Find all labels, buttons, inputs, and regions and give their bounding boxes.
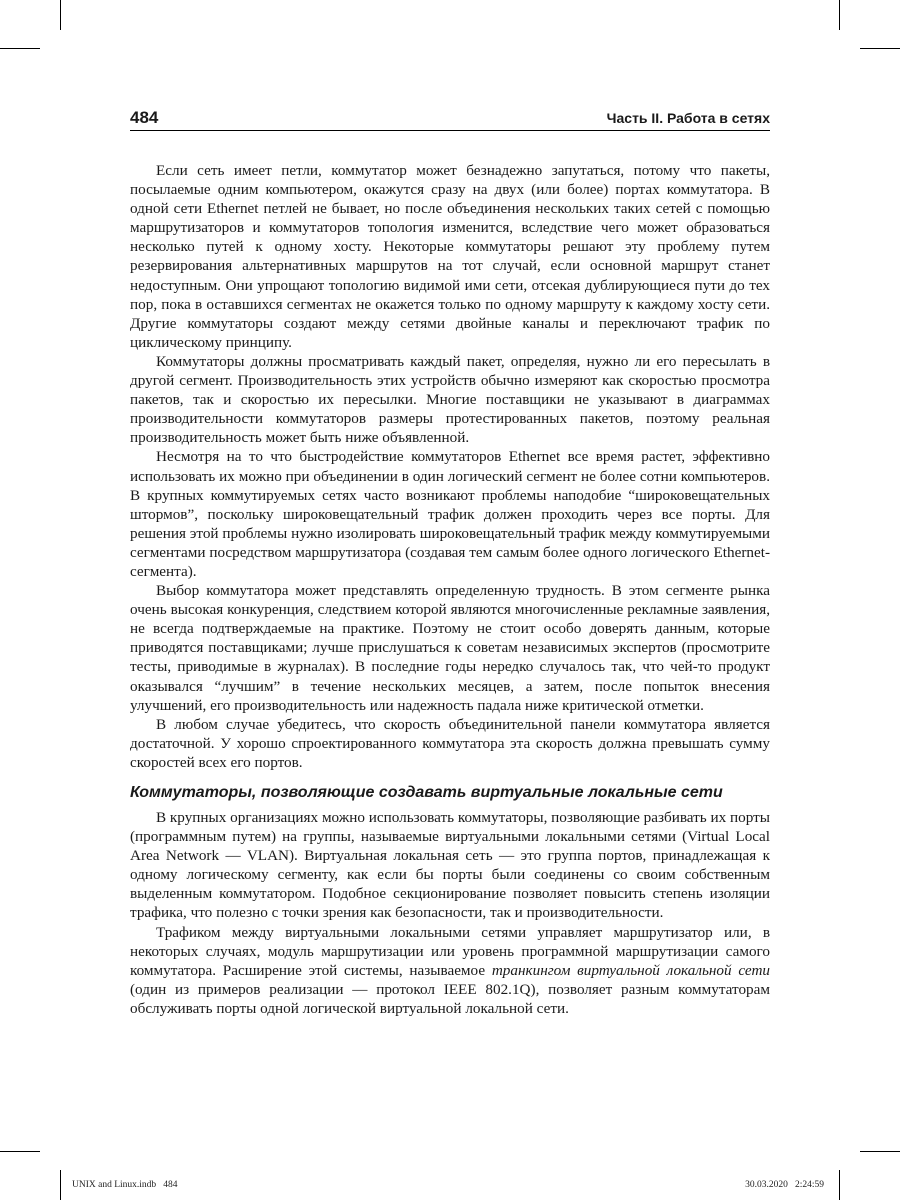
paragraph: В крупных организациях можно использовать коммутаторы, позволяющие разбивать их порты (программным путем) на группы, называемые виртуальными локальными сетями (Virtual Local Area Network — VLAN). Виртуальная локальная сеть — это группа портов, принадлежащая к одному логическому сегменту, как если бы порты были соединены со своим собственным выделенным коммутатором. Подобное секционирование позволяет повысить степень изоляции трафика, что полезно с точки зрения как безопасности, так и производительности. (130, 809, 770, 922)
paragraph-text: Трафиком между виртуальными локальными сетями управляет маршрутизатор или, в некоторых случаях, модуль маршрутизации или уровень программной маршрутизации самого коммутатора. Расширение этой системы, называемое (130, 923, 770, 979)
paragraph-text: (один из примеров реализации — протокол IEEE 802.1Q), позволяет разным коммутаторам обслуживать порты одной логической виртуальной локальной сети. (130, 980, 770, 1017)
footer-file-info: UNIX and Linux.indb 484 (72, 1180, 178, 1190)
crop-mark (0, 48, 40, 49)
running-head: Часть II. Работа в сетях (606, 110, 770, 126)
page-header (130, 108, 770, 132)
crop-mark (0, 1151, 40, 1152)
crop-mark (60, 1170, 61, 1200)
crop-mark (839, 1170, 840, 1200)
paragraph: В любом случае убедитесь, что скорость объединительной панели коммутатора является достаточной. У хорошо спроектированного коммутатора эта скорость должна превышать сумму скоростей всех его портов. (130, 715, 770, 771)
body-text (130, 161, 770, 1018)
paragraph: Если сеть имеет петли, коммутатор может безнадежно запутаться, потому что пакеты, посылаемые одним компьютером, окажутся сразу на двух (или более) портах коммутатора. В одной сети Ethernet петлей не бывает, но после объединения нескольких таких сетей с помощью маршрутизаторов и коммутаторов топология изменится, вследствие чего может образоваться несколько путей к одному хосту. Некоторые коммутаторы решают эту проблему путем резервирования альтернативных маршрутов на тот случай, если основной маршрут станет недоступным. Они упрощают топологию видимой ими сети, отсекая дублирующиеся пути до тех пор, пока в оставшихся сегментах не окажется только по одному маршруту к каждому хосту сети. Другие коммутаторы создают между сетями двойные каналы и переключают трафик по циклическому принципу. (130, 162, 770, 351)
paragraph: Выбор коммутатора может представлять определенную трудность. В этом сегменте рынка очень высокая конкуренция, следствием которой являются многочисленные рекламные заявления, не всегда подтверждаемые на практике. Поэтому не стоит особо доверять данным, которые приводятся поставщиками; лучше прислушаться к советам независимых экспертов (просмотрите тесты, приводимые в журналах). В последние годы нередко случалось так, что чей-то продукт оказывался “лучшим” в течение нескольких месяцев, а затем, после попыток внесения улучшений, его производительность или надежность падала ниже критической отметки. (130, 582, 770, 714)
paragraph: Коммутаторы должны просматривать каждый пакет, определяя, нужно ли его пересылать в другой сегмент. Производительность этих устройств обычно измеряют как скоростью просмотра пакетов, так и скоростью их пересылки. Многие поставщики не указывают в диаграммах производительности коммутаторов размеры протестированных пакетов, поэтому реальная производительность может быть ниже объявленной. (130, 352, 770, 447)
page-number: 484 (130, 108, 159, 127)
term-emphasis: транкингом виртуальной локальной сети (491, 961, 771, 979)
section-heading: Коммутаторы, позволяющие создавать виртуальные локальные сети (130, 784, 723, 801)
paragraph: Несмотря на то что быстродействие коммутаторов Ethernet все время растет, эффективно использовать их можно при объединении в один логический сегмент не более сотни компьютеров. В крупных коммутируемых сетях часто возникают проблемы наподобие “широковещательных штормов”, поскольку широковещательный трафик должен проходить через все порты. Для решения этой проблемы нужно изолировать широковещательный трафик между коммутируемыми сегментами посредством маршрутизатора (создавая тем самым более одного логического Ethernet-сегмента). (130, 448, 770, 580)
print-footer (72, 1180, 824, 1194)
header-rule (130, 130, 770, 131)
footer-timestamp: 30.03.2020 2:24:59 (745, 1180, 824, 1190)
crop-mark (860, 1151, 900, 1152)
crop-mark (860, 48, 900, 49)
crop-mark (839, 0, 840, 30)
crop-mark (60, 0, 61, 30)
paragraph (130, 923, 770, 1018)
